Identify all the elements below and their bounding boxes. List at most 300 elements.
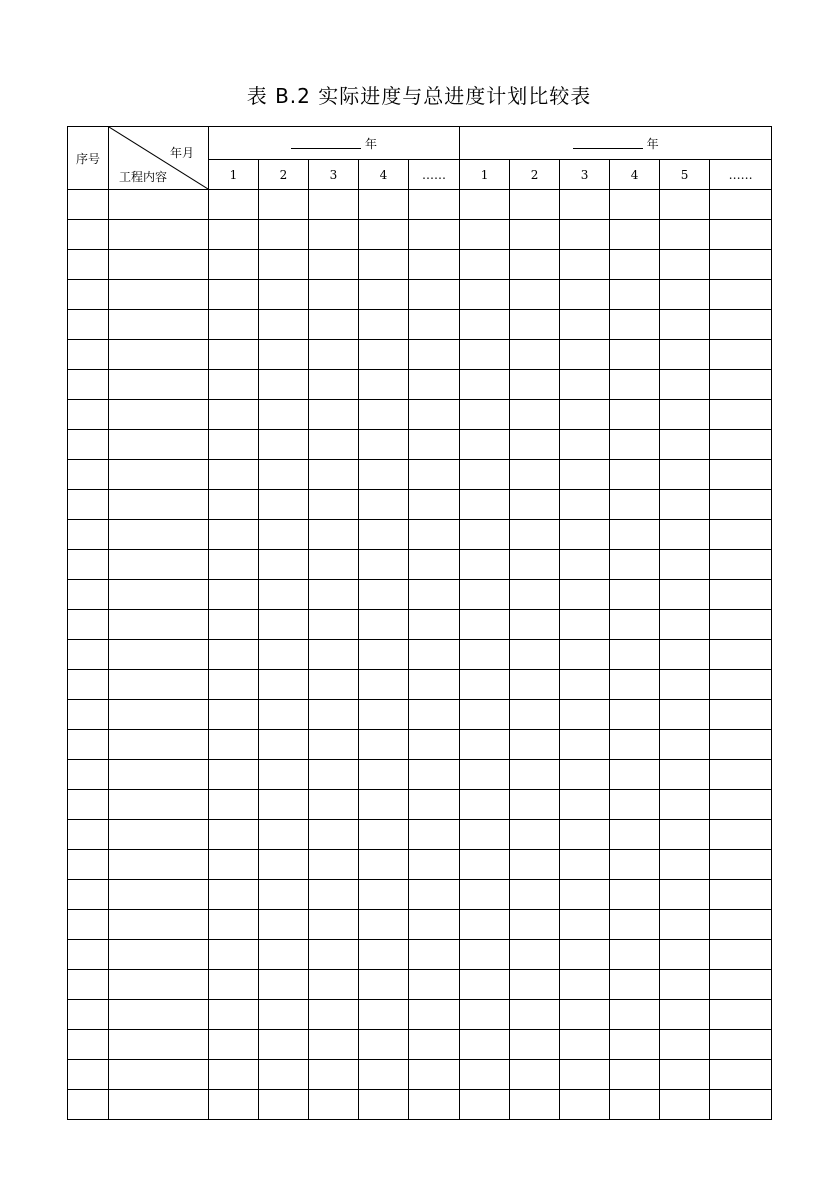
month-cell[interactable]	[460, 910, 510, 940]
month-cell[interactable]	[460, 340, 510, 370]
month-cell[interactable]	[510, 190, 560, 220]
content-cell[interactable]	[109, 940, 209, 970]
month-cell[interactable]	[409, 1090, 460, 1120]
month-cell[interactable]	[359, 220, 409, 250]
month-cell[interactable]	[710, 490, 772, 520]
month-cell[interactable]	[409, 580, 460, 610]
month-cell[interactable]	[660, 400, 710, 430]
seq-cell[interactable]	[68, 490, 109, 520]
month-cell[interactable]	[610, 490, 660, 520]
month-cell[interactable]	[209, 1030, 259, 1060]
month-cell[interactable]	[209, 520, 259, 550]
seq-cell[interactable]	[68, 850, 109, 880]
month-cell[interactable]	[309, 610, 359, 640]
month-cell[interactable]	[259, 640, 309, 670]
month-cell[interactable]	[209, 640, 259, 670]
month-cell[interactable]	[209, 850, 259, 880]
month-cell[interactable]	[610, 400, 660, 430]
month-cell[interactable]	[560, 220, 610, 250]
month-cell[interactable]	[460, 280, 510, 310]
month-cell[interactable]	[309, 940, 359, 970]
month-cell[interactable]	[460, 550, 510, 580]
month-cell[interactable]	[309, 640, 359, 670]
month-cell[interactable]	[660, 490, 710, 520]
content-cell[interactable]	[109, 670, 209, 700]
content-cell[interactable]	[109, 1030, 209, 1060]
month-cell[interactable]	[460, 370, 510, 400]
month-cell[interactable]	[409, 460, 460, 490]
month-cell[interactable]	[510, 310, 560, 340]
month-cell[interactable]	[710, 730, 772, 760]
month-cell[interactable]	[309, 340, 359, 370]
month-cell[interactable]	[309, 850, 359, 880]
seq-cell[interactable]	[68, 280, 109, 310]
month-cell[interactable]	[660, 430, 710, 460]
month-cell[interactable]	[610, 760, 660, 790]
month-cell[interactable]	[259, 940, 309, 970]
content-cell[interactable]	[109, 400, 209, 430]
month-cell[interactable]	[510, 580, 560, 610]
month-cell[interactable]	[560, 640, 610, 670]
month-cell[interactable]	[660, 580, 710, 610]
month-cell[interactable]	[460, 580, 510, 610]
month-cell[interactable]	[560, 580, 610, 610]
month-cell[interactable]	[460, 700, 510, 730]
month-cell[interactable]	[660, 640, 710, 670]
month-cell[interactable]	[610, 370, 660, 400]
month-cell[interactable]	[409, 790, 460, 820]
month-cell[interactable]	[510, 1060, 560, 1090]
content-cell[interactable]	[109, 370, 209, 400]
month-cell[interactable]	[710, 1060, 772, 1090]
seq-cell[interactable]	[68, 370, 109, 400]
month-cell[interactable]	[359, 1000, 409, 1030]
month-cell[interactable]	[510, 670, 560, 700]
month-cell[interactable]	[309, 880, 359, 910]
month-cell[interactable]	[409, 520, 460, 550]
month-cell[interactable]	[409, 940, 460, 970]
month-cell[interactable]	[409, 1030, 460, 1060]
month-cell[interactable]	[259, 490, 309, 520]
month-cell[interactable]	[359, 760, 409, 790]
month-cell[interactable]	[660, 550, 710, 580]
month-cell[interactable]	[259, 1060, 309, 1090]
month-cell[interactable]	[510, 760, 560, 790]
seq-cell[interactable]	[68, 1000, 109, 1030]
month-cell[interactable]	[460, 610, 510, 640]
content-cell[interactable]	[109, 850, 209, 880]
month-cell[interactable]	[510, 520, 560, 550]
month-cell[interactable]	[560, 460, 610, 490]
month-cell[interactable]	[259, 580, 309, 610]
month-cell[interactable]	[660, 1090, 710, 1120]
seq-cell[interactable]	[68, 1090, 109, 1120]
month-cell[interactable]	[209, 670, 259, 700]
seq-cell[interactable]	[68, 940, 109, 970]
month-cell[interactable]	[309, 430, 359, 460]
month-cell[interactable]	[710, 1090, 772, 1120]
month-cell[interactable]	[710, 220, 772, 250]
month-cell[interactable]	[660, 730, 710, 760]
month-cell[interactable]	[610, 640, 660, 670]
content-cell[interactable]	[109, 1000, 209, 1030]
month-cell[interactable]	[409, 640, 460, 670]
month-cell[interactable]	[660, 190, 710, 220]
month-cell[interactable]	[610, 1090, 660, 1120]
month-cell[interactable]	[460, 220, 510, 250]
month-cell[interactable]	[460, 1000, 510, 1030]
month-cell[interactable]	[409, 250, 460, 280]
month-cell[interactable]	[209, 250, 259, 280]
month-cell[interactable]	[309, 670, 359, 700]
month-cell[interactable]	[460, 640, 510, 670]
month-cell[interactable]	[660, 970, 710, 1000]
month-cell[interactable]	[710, 700, 772, 730]
month-cell[interactable]	[209, 970, 259, 1000]
seq-cell[interactable]	[68, 1030, 109, 1060]
month-cell[interactable]	[610, 550, 660, 580]
month-cell[interactable]	[259, 220, 309, 250]
month-cell[interactable]	[710, 910, 772, 940]
month-cell[interactable]	[460, 460, 510, 490]
month-cell[interactable]	[460, 1060, 510, 1090]
month-cell[interactable]	[309, 280, 359, 310]
seq-cell[interactable]	[68, 430, 109, 460]
month-cell[interactable]	[560, 760, 610, 790]
month-cell[interactable]	[510, 940, 560, 970]
month-cell[interactable]	[660, 880, 710, 910]
month-cell[interactable]	[560, 310, 610, 340]
content-cell[interactable]	[109, 580, 209, 610]
seq-cell[interactable]	[68, 610, 109, 640]
content-cell[interactable]	[109, 790, 209, 820]
month-cell[interactable]	[259, 1000, 309, 1030]
month-cell[interactable]	[560, 490, 610, 520]
seq-cell[interactable]	[68, 820, 109, 850]
month-cell[interactable]	[510, 490, 560, 520]
month-cell[interactable]	[309, 700, 359, 730]
month-cell[interactable]	[209, 880, 259, 910]
month-cell[interactable]	[409, 340, 460, 370]
month-cell[interactable]	[460, 430, 510, 460]
month-cell[interactable]	[710, 610, 772, 640]
year2-blank[interactable]	[573, 140, 643, 149]
month-cell[interactable]	[259, 700, 309, 730]
month-cell[interactable]	[359, 1030, 409, 1060]
month-cell[interactable]	[710, 1000, 772, 1030]
month-cell[interactable]	[259, 400, 309, 430]
month-cell[interactable]	[710, 1030, 772, 1060]
content-cell[interactable]	[109, 910, 209, 940]
month-cell[interactable]	[610, 310, 660, 340]
month-cell[interactable]	[710, 190, 772, 220]
month-cell[interactable]	[560, 550, 610, 580]
month-cell[interactable]	[259, 460, 309, 490]
month-cell[interactable]	[209, 190, 259, 220]
month-cell[interactable]	[209, 610, 259, 640]
content-cell[interactable]	[109, 460, 209, 490]
month-cell[interactable]	[710, 880, 772, 910]
month-cell[interactable]	[409, 820, 460, 850]
month-cell[interactable]	[710, 370, 772, 400]
month-cell[interactable]	[560, 280, 610, 310]
month-cell[interactable]	[309, 310, 359, 340]
month-cell[interactable]	[409, 370, 460, 400]
month-cell[interactable]	[460, 760, 510, 790]
month-cell[interactable]	[660, 250, 710, 280]
month-cell[interactable]	[710, 520, 772, 550]
month-cell[interactable]	[560, 850, 610, 880]
seq-cell[interactable]	[68, 880, 109, 910]
month-cell[interactable]	[209, 460, 259, 490]
month-cell[interactable]	[409, 850, 460, 880]
month-cell[interactable]	[710, 940, 772, 970]
month-cell[interactable]	[560, 670, 610, 700]
month-cell[interactable]	[259, 820, 309, 850]
month-cell[interactable]	[309, 820, 359, 850]
month-cell[interactable]	[560, 610, 610, 640]
month-cell[interactable]	[560, 790, 610, 820]
month-cell[interactable]	[359, 310, 409, 340]
month-cell[interactable]	[359, 550, 409, 580]
month-cell[interactable]	[660, 1000, 710, 1030]
month-cell[interactable]	[309, 250, 359, 280]
month-cell[interactable]	[710, 640, 772, 670]
month-cell[interactable]	[510, 700, 560, 730]
seq-cell[interactable]	[68, 550, 109, 580]
month-cell[interactable]	[510, 790, 560, 820]
month-cell[interactable]	[209, 340, 259, 370]
month-cell[interactable]	[309, 1060, 359, 1090]
month-cell[interactable]	[309, 370, 359, 400]
month-cell[interactable]	[560, 520, 610, 550]
month-cell[interactable]	[460, 400, 510, 430]
month-cell[interactable]	[710, 280, 772, 310]
month-cell[interactable]	[460, 190, 510, 220]
month-cell[interactable]	[309, 460, 359, 490]
month-cell[interactable]	[359, 580, 409, 610]
month-cell[interactable]	[359, 940, 409, 970]
month-cell[interactable]	[660, 940, 710, 970]
month-cell[interactable]	[610, 460, 660, 490]
month-cell[interactable]	[209, 700, 259, 730]
seq-cell[interactable]	[68, 220, 109, 250]
month-cell[interactable]	[510, 340, 560, 370]
month-cell[interactable]	[209, 550, 259, 580]
month-cell[interactable]	[710, 400, 772, 430]
seq-cell[interactable]	[68, 580, 109, 610]
month-cell[interactable]	[359, 640, 409, 670]
seq-cell[interactable]	[68, 640, 109, 670]
month-cell[interactable]	[610, 730, 660, 760]
month-cell[interactable]	[209, 220, 259, 250]
month-cell[interactable]	[510, 640, 560, 670]
month-cell[interactable]	[560, 1030, 610, 1060]
month-cell[interactable]	[560, 250, 610, 280]
content-cell[interactable]	[109, 310, 209, 340]
month-cell[interactable]	[359, 910, 409, 940]
month-cell[interactable]	[610, 340, 660, 370]
month-cell[interactable]	[259, 190, 309, 220]
content-cell[interactable]	[109, 880, 209, 910]
month-cell[interactable]	[660, 820, 710, 850]
month-cell[interactable]	[560, 190, 610, 220]
month-cell[interactable]	[209, 790, 259, 820]
seq-cell[interactable]	[68, 670, 109, 700]
month-cell[interactable]	[610, 520, 660, 550]
month-cell[interactable]	[259, 910, 309, 940]
seq-cell[interactable]	[68, 310, 109, 340]
month-cell[interactable]	[259, 670, 309, 700]
month-cell[interactable]	[359, 250, 409, 280]
month-cell[interactable]	[610, 850, 660, 880]
month-cell[interactable]	[460, 880, 510, 910]
month-cell[interactable]	[259, 610, 309, 640]
month-cell[interactable]	[610, 430, 660, 460]
month-cell[interactable]	[660, 1030, 710, 1060]
month-cell[interactable]	[710, 580, 772, 610]
month-cell[interactable]	[259, 430, 309, 460]
month-cell[interactable]	[660, 610, 710, 640]
month-cell[interactable]	[460, 520, 510, 550]
month-cell[interactable]	[359, 880, 409, 910]
month-cell[interactable]	[710, 550, 772, 580]
month-cell[interactable]	[359, 790, 409, 820]
content-cell[interactable]	[109, 280, 209, 310]
month-cell[interactable]	[309, 1030, 359, 1060]
year1-blank[interactable]	[291, 140, 361, 149]
month-cell[interactable]	[309, 760, 359, 790]
month-cell[interactable]	[560, 880, 610, 910]
month-cell[interactable]	[359, 700, 409, 730]
month-cell[interactable]	[409, 280, 460, 310]
month-cell[interactable]	[510, 550, 560, 580]
month-cell[interactable]	[610, 610, 660, 640]
month-cell[interactable]	[359, 850, 409, 880]
month-cell[interactable]	[610, 910, 660, 940]
month-cell[interactable]	[610, 670, 660, 700]
month-cell[interactable]	[510, 730, 560, 760]
month-cell[interactable]	[309, 580, 359, 610]
month-cell[interactable]	[259, 1030, 309, 1060]
month-cell[interactable]	[259, 370, 309, 400]
month-cell[interactable]	[660, 790, 710, 820]
month-cell[interactable]	[309, 1000, 359, 1030]
month-cell[interactable]	[610, 790, 660, 820]
month-cell[interactable]	[409, 760, 460, 790]
month-cell[interactable]	[610, 580, 660, 610]
month-cell[interactable]	[259, 730, 309, 760]
seq-cell[interactable]	[68, 460, 109, 490]
content-cell[interactable]	[109, 430, 209, 460]
month-cell[interactable]	[359, 670, 409, 700]
month-cell[interactable]	[710, 850, 772, 880]
month-cell[interactable]	[460, 310, 510, 340]
seq-cell[interactable]	[68, 760, 109, 790]
month-cell[interactable]	[359, 400, 409, 430]
month-cell[interactable]	[510, 220, 560, 250]
month-cell[interactable]	[710, 340, 772, 370]
month-cell[interactable]	[610, 1000, 660, 1030]
month-cell[interactable]	[309, 220, 359, 250]
content-cell[interactable]	[109, 340, 209, 370]
month-cell[interactable]	[610, 820, 660, 850]
month-cell[interactable]	[309, 550, 359, 580]
month-cell[interactable]	[209, 280, 259, 310]
month-cell[interactable]	[560, 910, 610, 940]
month-cell[interactable]	[660, 1060, 710, 1090]
month-cell[interactable]	[309, 400, 359, 430]
month-cell[interactable]	[409, 970, 460, 1000]
month-cell[interactable]	[460, 940, 510, 970]
month-cell[interactable]	[510, 280, 560, 310]
month-cell[interactable]	[259, 550, 309, 580]
content-cell[interactable]	[109, 820, 209, 850]
month-cell[interactable]	[710, 310, 772, 340]
month-cell[interactable]	[409, 670, 460, 700]
month-cell[interactable]	[610, 280, 660, 310]
month-cell[interactable]	[660, 520, 710, 550]
month-cell[interactable]	[460, 970, 510, 1000]
month-cell[interactable]	[560, 820, 610, 850]
month-cell[interactable]	[560, 430, 610, 460]
month-cell[interactable]	[460, 850, 510, 880]
month-cell[interactable]	[710, 250, 772, 280]
month-cell[interactable]	[460, 490, 510, 520]
month-cell[interactable]	[209, 820, 259, 850]
content-cell[interactable]	[109, 730, 209, 760]
month-cell[interactable]	[409, 1000, 460, 1030]
content-cell[interactable]	[109, 610, 209, 640]
seq-cell[interactable]	[68, 250, 109, 280]
month-cell[interactable]	[259, 970, 309, 1000]
month-cell[interactable]	[359, 1060, 409, 1090]
month-cell[interactable]	[560, 1000, 610, 1030]
month-cell[interactable]	[209, 1090, 259, 1120]
month-cell[interactable]	[710, 820, 772, 850]
month-cell[interactable]	[209, 580, 259, 610]
month-cell[interactable]	[460, 670, 510, 700]
month-cell[interactable]	[309, 520, 359, 550]
month-cell[interactable]	[209, 760, 259, 790]
month-cell[interactable]	[610, 1060, 660, 1090]
month-cell[interactable]	[510, 250, 560, 280]
month-cell[interactable]	[560, 730, 610, 760]
month-cell[interactable]	[460, 730, 510, 760]
month-cell[interactable]	[510, 460, 560, 490]
month-cell[interactable]	[209, 910, 259, 940]
month-cell[interactable]	[560, 1090, 610, 1120]
month-cell[interactable]	[259, 760, 309, 790]
month-cell[interactable]	[309, 490, 359, 520]
month-cell[interactable]	[259, 790, 309, 820]
month-cell[interactable]	[610, 970, 660, 1000]
month-cell[interactable]	[359, 610, 409, 640]
seq-cell[interactable]	[68, 190, 109, 220]
month-cell[interactable]	[610, 250, 660, 280]
month-cell[interactable]	[560, 1060, 610, 1090]
month-cell[interactable]	[259, 280, 309, 310]
content-cell[interactable]	[109, 190, 209, 220]
content-cell[interactable]	[109, 1060, 209, 1090]
content-cell[interactable]	[109, 760, 209, 790]
month-cell[interactable]	[610, 880, 660, 910]
month-cell[interactable]	[710, 460, 772, 490]
month-cell[interactable]	[510, 1030, 560, 1060]
month-cell[interactable]	[510, 430, 560, 460]
month-cell[interactable]	[409, 400, 460, 430]
month-cell[interactable]	[409, 490, 460, 520]
